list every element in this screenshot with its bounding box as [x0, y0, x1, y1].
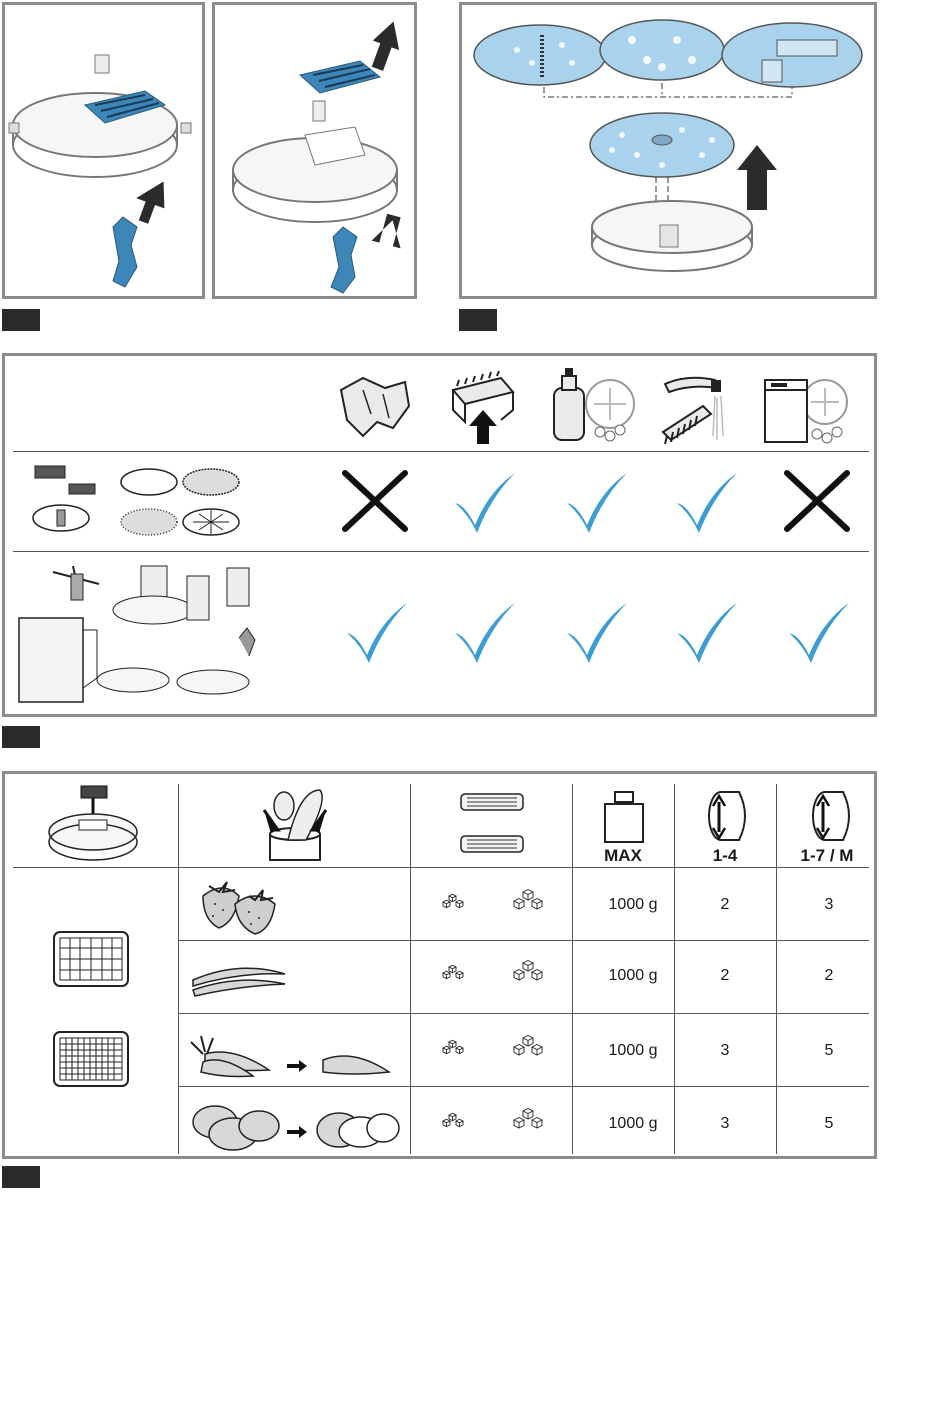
- max-weight-value: 1000 g: [608, 1042, 658, 1059]
- speed-b-value: 5: [824, 1042, 834, 1059]
- speed-a-value: 3: [720, 1115, 730, 1132]
- speed-range-a-label: 1-4: [712, 846, 738, 865]
- cube-icon: [532, 1118, 542, 1129]
- cleaning-marks: [5, 356, 874, 714]
- check-mark-icon: [677, 473, 737, 533]
- speed-a-value: 2: [720, 896, 730, 913]
- cube-icon: [514, 970, 524, 981]
- cleaning-table: [2, 353, 877, 717]
- check-mark-icon: [567, 473, 627, 533]
- cube-icon: [523, 961, 533, 972]
- figure-number-tag: [2, 726, 40, 748]
- cube-icon: [456, 1119, 463, 1126]
- speed-b-value: 3: [824, 896, 834, 913]
- cube-icon: [456, 971, 463, 978]
- cube-icon: [449, 1113, 456, 1120]
- dicing-table: [2, 771, 877, 1159]
- cube-icon: [443, 1046, 450, 1053]
- cross-mark-icon: [345, 473, 405, 529]
- cube-icon: [523, 1036, 533, 1047]
- illustration-panel-insert-dicing-grid: [212, 2, 417, 299]
- cube-icon: [532, 970, 542, 981]
- check-mark-icon: [567, 603, 627, 663]
- cross-mark-icon: [787, 473, 847, 529]
- figure-number-tag: [459, 309, 497, 331]
- check-mark-icon: [347, 603, 407, 663]
- check-mark-icon: [789, 603, 849, 663]
- cube-icon: [449, 894, 456, 901]
- cube-icon: [532, 899, 542, 910]
- cube-icon: [443, 971, 450, 978]
- check-mark-icon: [677, 603, 737, 663]
- figure-number-tag: [2, 309, 40, 331]
- cube-icon: [449, 965, 456, 972]
- illustration-panel-disc-assembly: [459, 2, 877, 299]
- cube-icon: [456, 1046, 463, 1053]
- cube-icon: [514, 899, 524, 910]
- cube-icon: [532, 1045, 542, 1056]
- max-weight-value: 1000 g: [608, 967, 658, 984]
- max-label: MAX: [604, 846, 642, 865]
- cube-icon: [523, 1109, 533, 1120]
- cube-icon: [443, 900, 450, 907]
- cube-size-icons: [5, 774, 874, 1156]
- check-mark-icon: [455, 473, 515, 533]
- discs-and-holder-illustration: [462, 5, 874, 296]
- check-mark-icon: [455, 603, 515, 663]
- speed-b-value: 2: [824, 967, 834, 984]
- speed-a-value: 2: [720, 967, 730, 984]
- speed-a-value: 3: [720, 1042, 730, 1059]
- dicing-grid-lift-illustration: [215, 5, 414, 296]
- dicing-disc-holder-illustration: [5, 5, 202, 296]
- cube-icon: [523, 890, 533, 901]
- max-weight-value: 1000 g: [608, 896, 658, 913]
- illustration-panel-remove-dicing-grid: [2, 2, 205, 299]
- cube-icon: [514, 1118, 524, 1129]
- cube-icon: [443, 1119, 450, 1126]
- figure-number-tag: [2, 1166, 40, 1188]
- speed-range-b-label: 1-7 / M: [800, 846, 854, 865]
- cube-icon: [514, 1045, 524, 1056]
- max-weight-value: 1000 g: [608, 1115, 658, 1132]
- speed-b-value: 5: [824, 1115, 834, 1132]
- cube-icon: [449, 1040, 456, 1047]
- cube-icon: [456, 900, 463, 907]
